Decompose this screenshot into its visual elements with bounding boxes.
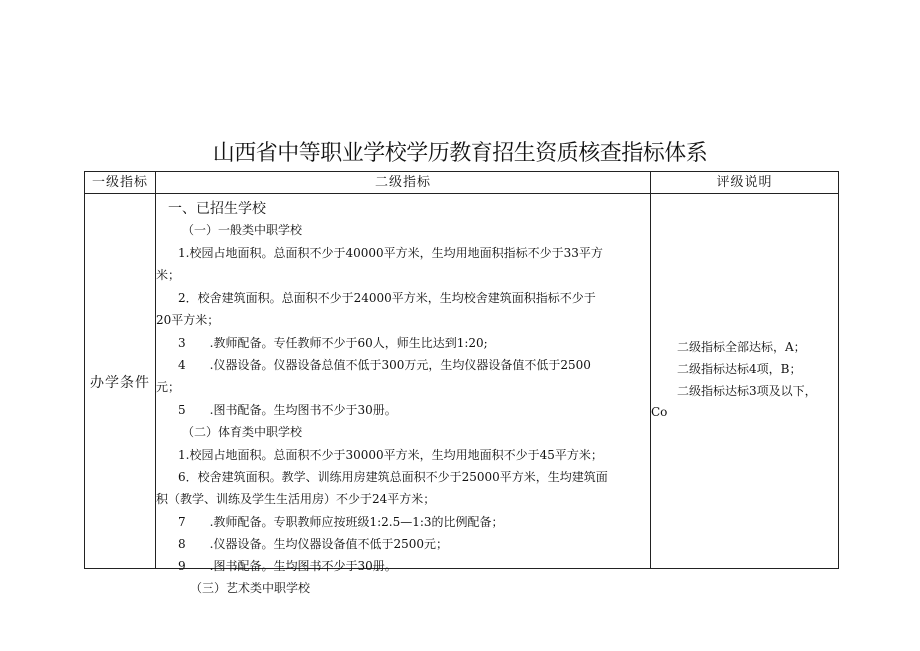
rating-line: 二级指标达标3项及以下， — [677, 384, 817, 398]
criteria-line: 米； — [156, 268, 181, 282]
first-level-cell: 办学条件 — [90, 375, 150, 391]
rating-line: 二级指标达标4项，B； — [677, 362, 802, 376]
criteria-line: 4 .仪器设备。仪器设备总值不低于300万元，生均仪器设备值不低于2500 — [178, 358, 591, 372]
document-title: 山西省中等职业学校学历教育招生资质核查指标体系 — [212, 141, 708, 166]
criteria-line: 1.校园占地面积。总面积不少于30000平方米，生均用地面积不少于45平方米； — [178, 448, 603, 462]
rating-line: Co — [651, 405, 668, 419]
criteria-line: 1.校园占地面积。总面积不少于40000平方米，生均用地面积指标不少于33平方 — [178, 246, 603, 260]
criteria-line: 2．校舍建筑面积。总面积不少于24000平方米，生均校舍建筑面积指标不少于 — [178, 291, 596, 305]
criteria-line: 3 .教师配备。专任教师不少于60人，师生比达到1:20; — [178, 336, 488, 350]
criteria-line: 积（教学、训练及学生生活用房）不少于24平方米； — [156, 492, 436, 506]
header-first-level: 一级指标 — [91, 175, 148, 190]
criteria-line: 7 .教师配备。专职教师应按班级1:2.5—1:3的比例配备； — [178, 515, 504, 529]
criteria-line: 8 .仪器设备。生均仪器设备值不低于2500元； — [178, 537, 448, 551]
criteria-line: 20平方米； — [156, 313, 220, 327]
subsection-heading: （二）体育类中职学校 — [182, 425, 303, 439]
criteria-line: 5 .图书配备。生均图书不少于30册。 — [178, 403, 397, 417]
section-heading: 一、已招生学校 — [168, 201, 266, 217]
header-second-level: 二级指标 — [374, 175, 431, 190]
header-rating: 评级说明 — [716, 175, 773, 190]
criteria-line: 9 .图书配备。生均图书不少于30册。 — [178, 559, 397, 573]
criteria-line: 元； — [156, 380, 181, 394]
subsection-heading: （一）一般类中职学校 — [182, 223, 303, 237]
criteria-table — [84, 171, 839, 595]
criteria-line: 6．校舍建筑面积。教学、训练用房建筑总面积不少于25000平方米，生均建筑面 — [178, 470, 608, 484]
second-level-cell — [156, 194, 650, 595]
rating-cell — [651, 194, 838, 568]
subsection-heading: （三）艺术类中职学校 — [190, 581, 311, 595]
rating-line: 二级指标全部达标，A； — [677, 340, 806, 354]
